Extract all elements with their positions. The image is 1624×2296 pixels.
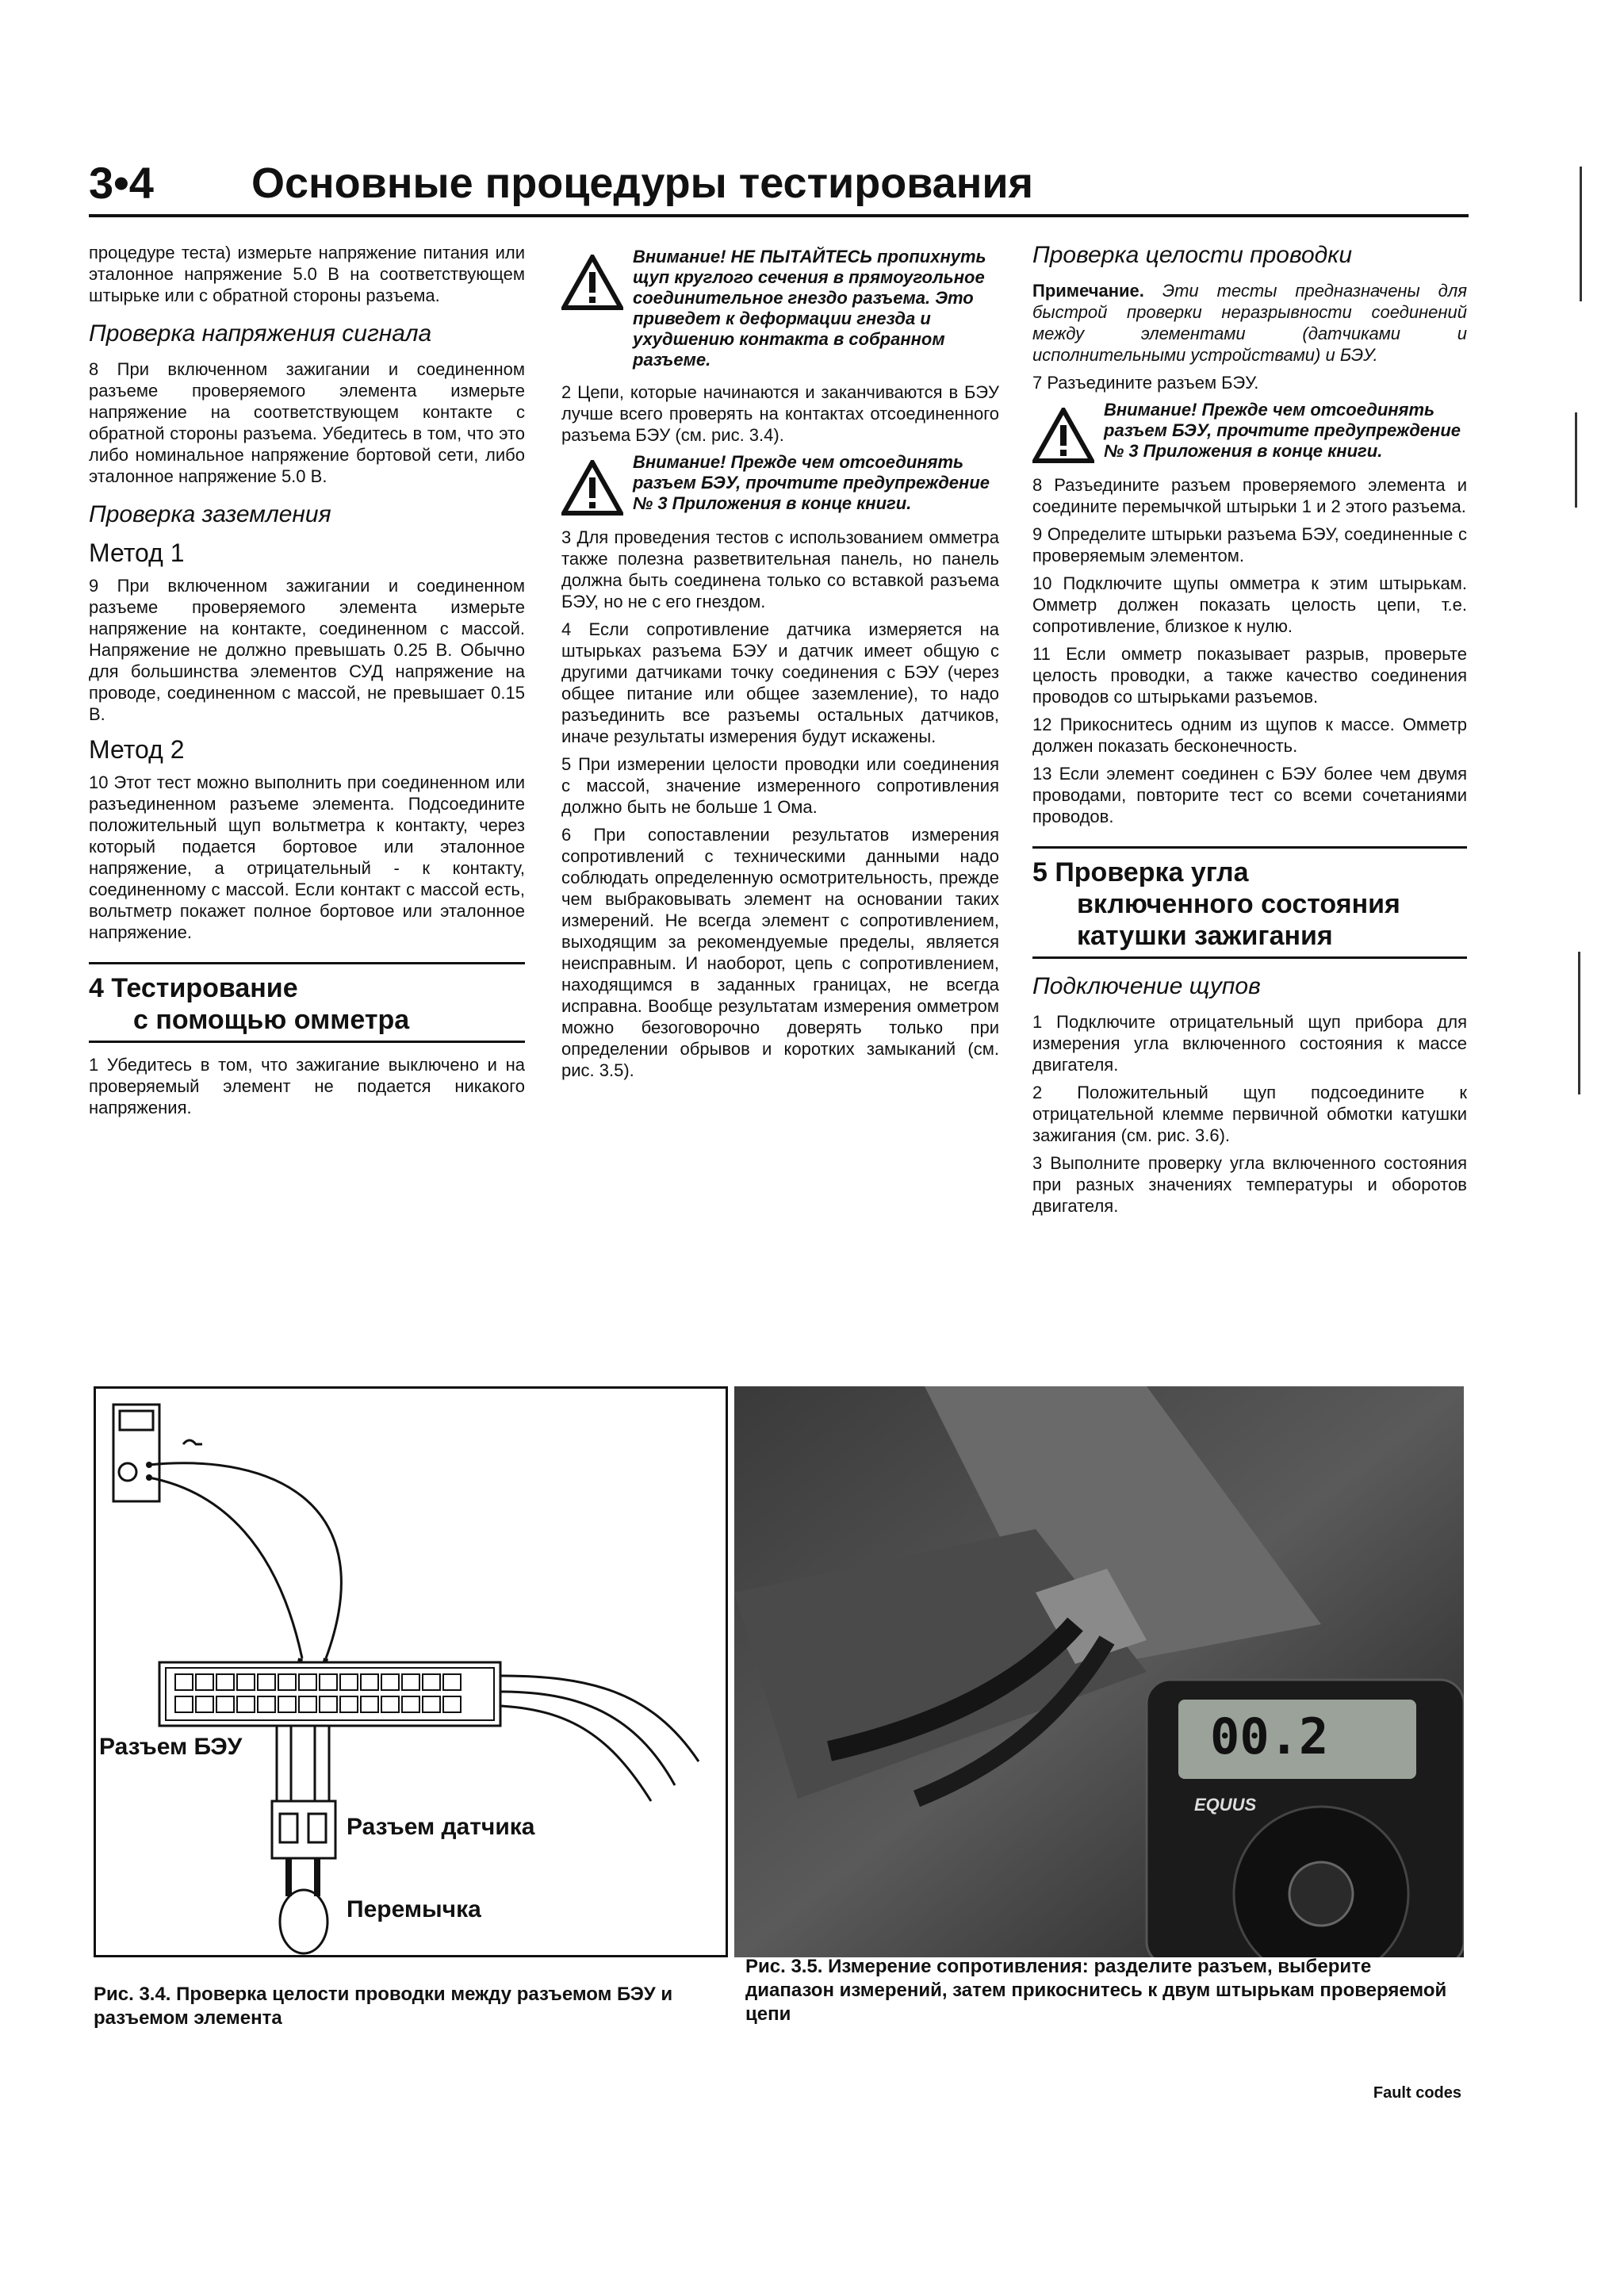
page-number: 3•4 (89, 158, 154, 208)
heading-wiring-integrity: Проверка целости проводки (1032, 242, 1353, 268)
paragraph-2: 2 Цепи, которые начинаются и заканчиваются в БЭУ лучше всего проверять на контактах отсоединенного разъема БЭУ (см. рис. 3.4). (561, 382, 999, 445)
warning-2-text: Внимание! Прежде чем отсоединять разъем БЭУ, прочтите предупреждение № 3 Приложения в конце книги. (633, 452, 990, 513)
paragraph-1: 1 Убедитесь в том, что зажигание выключено и на проверяемый элемент не подается никакого напряжения. (89, 1055, 525, 1117)
paragraph-12: 12 Прикоснитесь одним из щупов к массе. Омметр должен показать бесконечность. (1032, 715, 1467, 756)
paragraph-4: 4 Если сопротивление датчика измеряется на штырьках разъема БЭУ и датчик имеет общую с другими датчиками точку соединения с БЭУ (через общее питание или общее заземление), то надо разъединить все разъемы остальных датчиков, иначе результаты измерения будут искажены. (561, 619, 999, 746)
figure-3-5-photo (734, 1386, 1464, 1957)
heading-signal-voltage: Проверка напряжения сигнала (89, 320, 432, 347)
paragraph-3: 3 Для проведения тестов с использованием омметра также полезна разветвительная панель, но панель должна быть соединена только со вставкой разъема БЭУ, но не с его гнездом. (561, 527, 999, 611)
chapter-5-line-1: 5 Проверка угла (1032, 857, 1249, 887)
label-sensor-connector: Разъем датчика (347, 1814, 535, 1840)
note (1032, 280, 1467, 366)
caption-figure-3-5: Рис. 3.5. Измерение сопротивления: разделите разъем, выберите диапазон измерений, затем прикоснитесь к двум штырькам проверяемой цепи (745, 1956, 1447, 2025)
page-title: Основные процедуры тестирования (251, 159, 1034, 207)
chapter-4-line-2: с помощью омметра (133, 1005, 410, 1035)
paragraph-6: 6 При сопоставлении результатов измерения сопротивлений с техническими данными надо соблюдать определенную осмотрительность, прежде чем выбраковывать элемент на основании таких измерений. Не всегда элемент с сопротивлением, выходящим за рекомендуемые пределы, является неисправным. И наоборот, цепь с сопротивлением, находящимся в заданных границах, не всегда исправна. Вообще результатам измерения омметром можно безоговорочно доверять только при определении обрывов и коротких замыканий (см. рис. 3.5). (561, 825, 999, 1080)
column-1 (89, 242, 525, 1125)
warning-triangle-icon (1032, 408, 1094, 463)
warning-3 (1032, 400, 1467, 463)
column-2 (561, 242, 999, 1087)
chapter-4-line-1: 4 Тестирование (89, 973, 298, 1003)
scan-mark (1580, 167, 1582, 301)
paragraph-13: 13 Если элемент соединен с БЭУ более чем двумя проводами, повторите тест со всеми сочетаниями проводов. (1032, 764, 1467, 826)
note-text: Эти тесты предназначены для быстрой проверки неразрывности соединений между элементами (датчиками и исполнительными устройствами) и БЭУ. (1032, 281, 1467, 365)
chapter-4-heading (89, 962, 525, 1043)
heading-method-1: Метод 1 (89, 539, 185, 567)
paragraph-9: 9 При включенном зажигании и соединенном разъеме проверяемого элемента измерьте напряжение на контакте, соединенном с массой. Напряжение не должно превышать 0.25 В. Обычно для большинства элементов СУД напряжение на проводе, соединенном с массой, не превышает 0.15 В. (89, 576, 525, 724)
paragraph-11: 11 Если омметр показывает разрыв, проверьте целость проводки, а также качество соединения проводов со штырьками разъемов. (1032, 644, 1467, 707)
paragraph-10: 10 Подключите щупы омметра к этим штырькам. Омметр должен показать целость цепи, т.е. сопротивление, близкое к нулю. (1032, 573, 1467, 636)
chapter-5-heading (1032, 846, 1467, 959)
warning-1-text: Внимание! НЕ ПЫТАЙТЕСЬ пропихнуть щуп круглого сечения в прямоугольное соединительное гнездо разъема. Это приведет к деформации гнезда и ухудшению контакта в собранном разъеме. (633, 247, 986, 370)
note-label: Примечание. (1032, 281, 1144, 301)
chapter-5-line-3: катушки зажигания (1077, 921, 1333, 951)
scan-mark (1578, 952, 1580, 1094)
scan-mark (1575, 412, 1577, 508)
warning-2 (561, 452, 999, 516)
caption-figure-3-4: Рис. 3.4. Проверка целости проводки между разъемом БЭУ и разъемом элемента (94, 1984, 673, 2029)
figure-3-4-diagram (94, 1386, 728, 1957)
page-header (89, 151, 1469, 217)
paragraph-10: 10 Этот тест можно выполнить при соединенном или разъединенном разъеме элемента. Подсоедините положительный щуп вольтметра к контакту, через который подается бортовое или эталонное напряжение, а отрицательный - к контакту, соединенному с массой. Если контакт с массой есть, вольтметр покажет полное бортовое или эталонное напряжение. (89, 772, 525, 942)
warning-1 (561, 247, 999, 370)
footer-section: Fault codes (1373, 2084, 1461, 2102)
paragraph-8: 8 Разъедините разъем проверяемого элемента и соедините перемычкой штырьки 1 и 2 этого разъема. (1032, 475, 1467, 516)
paragraph-intro: процедуре теста) измерьте напряжение питания или эталонное напряжение 5.0 В на соответствующем штырьке или с обратной стороны разъема. (89, 243, 525, 305)
step-1: 1 Подключите отрицательный щуп прибора для измерения угла включенного состояния к массе двигателя. (1032, 1012, 1467, 1075)
heading-method-2: Метод 2 (89, 735, 185, 764)
paragraph-7: 7 Разъедините разъем БЭУ. (1032, 373, 1259, 393)
photo-illustration (734, 1386, 1464, 1957)
label-ecu-connector: Разъем БЭУ (99, 1734, 243, 1760)
label-jumper: Перемычка (347, 1896, 481, 1922)
column-3 (1032, 242, 1467, 1223)
meter-reading: 00.2 (1210, 1708, 1329, 1765)
step-2: 2 Положительный щуп подсоедините к отрицательной клемме первичной обмотки катушки зажигания (см. рис. 3.6). (1032, 1083, 1467, 1145)
warning-3-text: Внимание! Прежде чем отсоединять разъем БЭУ, прочтите предупреждение № 3 Приложения в конце книги. (1104, 400, 1461, 461)
heading-probe-connection: Подключение щупов (1032, 973, 1261, 999)
paragraph-9: 9 Определите штырьки разъема БЭУ, соединенные с проверяемым элементом. (1032, 524, 1467, 565)
warning-triangle-icon (561, 460, 623, 516)
warning-triangle-icon (561, 255, 623, 310)
paragraph-8: 8 При включенном зажигании и соединенном разъеме проверяемого элемента измерьте напряжение на соответствующем контакте с обратной стороны разъема. Убедитесь в том, что это либо номинальное напряжение бортовой сети, либо эталонное напряжение 5.0 В. (89, 359, 525, 486)
meter-brand: EQUUS (1194, 1795, 1257, 1815)
wiring-diagram (96, 1389, 726, 1955)
heading-ground-check: Проверка заземления (89, 501, 331, 527)
step-3: 3 Выполните проверку угла включенного состояния при разных значениях температуры и оборотов двигателя. (1032, 1153, 1467, 1216)
paragraph-5: 5 При измерении целости проводки или соединения с массой, значение измеренного сопротивления должно быть не больше 1 Ома. (561, 754, 999, 817)
chapter-5-line-2: включенного состояния (1077, 889, 1400, 919)
